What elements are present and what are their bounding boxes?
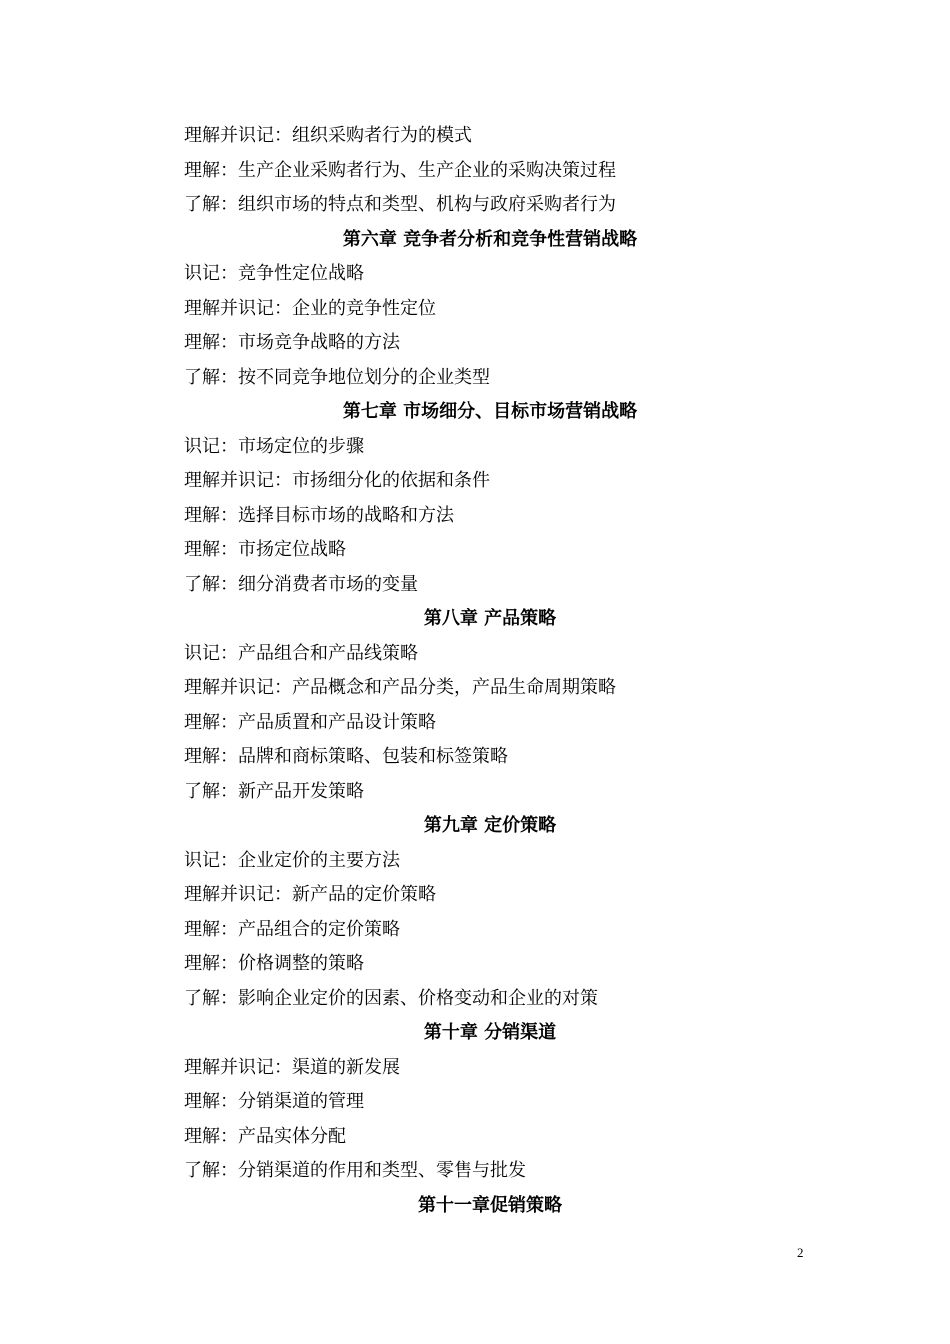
outline-item: 理解：品牌和商标策略、包装和标签策略 <box>184 746 508 767</box>
outline-item: 理解并识记：市扬细分化的依据和条件 <box>184 470 490 491</box>
outline-item: 识记：产品组合和产品线策略 <box>184 642 418 664</box>
outline-item: 识记：市场定位的步骤 <box>184 435 364 457</box>
outline-item: 理解：生产企业采购者行为、生产企业的采购决策过程 <box>184 159 616 181</box>
outline-item: 理解并识记：产品概念和产品分类，产品生命周期策略 <box>184 677 616 698</box>
chapter-heading: 第九章 定价策略 <box>423 815 557 836</box>
page-number: 2 <box>797 1245 804 1260</box>
outline-item: 了解：组织市场的特点和类型、机构与政府采购者行为 <box>184 194 616 215</box>
outline-item: 理解并识记：渠道的新发展 <box>184 1056 400 1078</box>
chapter-heading: 第十一章促销策略 <box>418 1194 562 1216</box>
outline-item: 理解：市扬定位战略 <box>184 539 346 560</box>
outline-item: 理解并识记：新产品的定价策略 <box>184 884 436 905</box>
outline-item: 识记：企业定价的主要方法 <box>184 849 400 871</box>
outline-item: 理解并识记：组织采购者行为的模式 <box>184 125 472 146</box>
outline-item: 理解：价格调整的策略 <box>184 953 364 974</box>
outline-item: 了解：按不同竞争地位划分的企业类型 <box>184 366 490 388</box>
chapter-heading: 第七章 市场细分、目标市场营销战略 <box>342 401 638 422</box>
chapter-heading: 第六章 竞争者分析和竞争性营销战略 <box>342 228 638 250</box>
outline-item: 理解：产品质置和产品设计策略 <box>184 711 436 733</box>
outline-item: 了解：新产品开发策略 <box>184 780 364 802</box>
outline-item: 理解并识记：企业的竞争性定位 <box>184 297 436 319</box>
outline-item: 理解：产品组合的定价策略 <box>184 918 400 940</box>
chapter-heading: 第八章 产品策略 <box>423 608 557 629</box>
outline-item: 识记：竞争性定位战略 <box>184 263 364 284</box>
outline-item: 了解：分销渠道的作用和类型、零售与批发 <box>184 1160 526 1181</box>
outline-item: 了解：影响企业定价的因素、价格变动和企业的对策 <box>184 987 598 1009</box>
outline-item: 理解：产品实体分配 <box>184 1125 346 1147</box>
chapter-heading: 第十章 分销渠道 <box>423 1022 557 1043</box>
outline-item: 理解：选择目标市场的战略和方法 <box>184 504 454 526</box>
outline-item: 理解：市场竞争战略的方法 <box>184 332 400 353</box>
outline-item: 理解：分销渠道的管理 <box>184 1091 364 1112</box>
outline-item: 了解：细分消费者市场的变量 <box>184 573 418 595</box>
document-body <box>184 119 796 1223</box>
